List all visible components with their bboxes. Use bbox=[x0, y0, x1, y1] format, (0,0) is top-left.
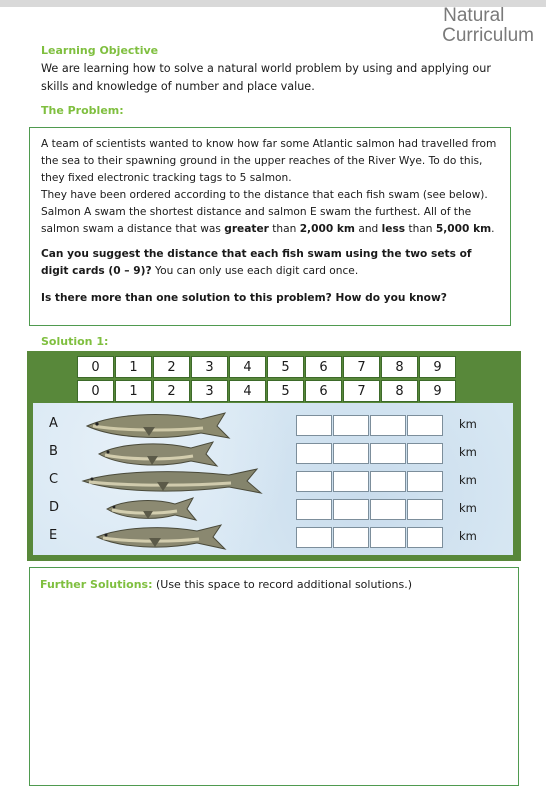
problem-paragraph-1: A team of scientists wanted to know how far some Atlantic salmon had travelled from the sea to their spawning ground in the upper reaches of the River Wye. To do this, they fixed electronic tracking tags to 5 salmon. bbox=[41, 138, 497, 184]
digit-card[interactable]: 4 bbox=[229, 356, 266, 378]
digit-card[interactable]: 4 bbox=[229, 380, 266, 402]
fish-letter: B bbox=[49, 444, 58, 459]
answer-slot[interactable] bbox=[370, 499, 406, 520]
digit-card[interactable]: 2 bbox=[153, 356, 190, 378]
fish-letter: D bbox=[49, 500, 60, 515]
answer-slot[interactable] bbox=[296, 415, 332, 436]
digit-card[interactable]: 1 bbox=[115, 380, 152, 402]
answer-slot[interactable] bbox=[333, 527, 369, 548]
question-1 bbox=[41, 246, 500, 280]
digit-card-row-1 bbox=[77, 356, 457, 378]
digit-card-row-2 bbox=[77, 380, 457, 402]
answer-slot[interactable] bbox=[370, 415, 406, 436]
text-run: You can only use each digit card once. bbox=[151, 265, 359, 277]
fish-letter: E bbox=[49, 528, 58, 543]
answer-slot[interactable] bbox=[370, 471, 406, 492]
answer-slot[interactable] bbox=[407, 527, 443, 548]
answer-slot[interactable] bbox=[296, 471, 332, 492]
answer-slot[interactable] bbox=[333, 499, 369, 520]
answer-boxes-e bbox=[296, 527, 444, 548]
digit-card[interactable]: 1 bbox=[115, 356, 152, 378]
digit-card[interactable]: 8 bbox=[381, 380, 418, 402]
further-solutions-label: Further Solutions: bbox=[40, 578, 153, 591]
min-distance: 2,000 km bbox=[299, 223, 355, 235]
salmon-a-icon bbox=[83, 411, 243, 441]
digit-card[interactable]: 7 bbox=[343, 356, 380, 378]
salmon-b-icon bbox=[95, 439, 225, 469]
answer-boxes-c bbox=[296, 471, 444, 492]
digit-card[interactable]: 8 bbox=[381, 356, 418, 378]
answer-slot[interactable] bbox=[370, 443, 406, 464]
max-distance: 5,000 km bbox=[435, 223, 492, 235]
answer-slot[interactable] bbox=[407, 443, 443, 464]
text-run: than bbox=[405, 223, 436, 235]
answer-slot[interactable] bbox=[370, 527, 406, 548]
text-run: than bbox=[268, 223, 300, 235]
natural-curriculum-logo bbox=[442, 6, 534, 46]
learning-objective-text: We are learning how to solve a natural world problem by using and applying our skills and knowledge of number and place value. bbox=[41, 62, 491, 93]
question-2: Is there more than one solution to this problem? How do you know? bbox=[41, 292, 447, 304]
text-run: Can you suggest the distance that each fish swam using the two sets of digit cards (0 – 9)? bbox=[41, 248, 472, 277]
answer-slot[interactable] bbox=[296, 527, 332, 548]
digit-card[interactable]: 6 bbox=[305, 356, 342, 378]
digit-card[interactable]: 5 bbox=[267, 356, 304, 378]
answer-slot[interactable] bbox=[333, 443, 369, 464]
text-run: and bbox=[354, 223, 382, 235]
digit-card[interactable]: 5 bbox=[267, 380, 304, 402]
digit-card[interactable]: 7 bbox=[343, 380, 380, 402]
digit-card[interactable]: 9 bbox=[419, 380, 456, 402]
logo-line-1: Natural bbox=[443, 5, 505, 26]
digit-card[interactable]: 9 bbox=[419, 356, 456, 378]
fish-row-a bbox=[33, 411, 513, 438]
text-run: They have been ordered according to the distance that each fish swam (see below). Salmon A swam the shortest distance and salmon E swam the furthest. All of the salmon swam a distance that was bbox=[41, 189, 488, 235]
water-background bbox=[33, 403, 513, 555]
further-solutions-box[interactable] bbox=[29, 567, 519, 786]
problem-box bbox=[29, 127, 511, 326]
answer-slot[interactable] bbox=[333, 415, 369, 436]
fish-letter: C bbox=[49, 472, 59, 487]
salmon-d-icon bbox=[103, 495, 203, 523]
answer-slot[interactable] bbox=[407, 499, 443, 520]
km-label: km bbox=[459, 501, 477, 515]
fish-row-c bbox=[33, 467, 513, 494]
text-run: less bbox=[381, 223, 406, 235]
digit-card[interactable]: 0 bbox=[77, 380, 114, 402]
digit-card[interactable]: 3 bbox=[191, 356, 228, 378]
solution-heading: Solution 1: bbox=[41, 335, 109, 348]
answer-boxes-d bbox=[296, 499, 444, 520]
digit-card[interactable]: 0 bbox=[77, 356, 114, 378]
km-label: km bbox=[459, 529, 477, 543]
fish-row-b bbox=[33, 439, 513, 466]
answer-slot[interactable] bbox=[333, 471, 369, 492]
answer-slot[interactable] bbox=[296, 443, 332, 464]
answer-slot[interactable] bbox=[407, 471, 443, 492]
fish-letter: A bbox=[49, 416, 58, 431]
logo-line-2: Curriculum bbox=[442, 25, 534, 46]
km-label: km bbox=[459, 417, 477, 431]
digit-card[interactable]: 3 bbox=[191, 380, 228, 402]
km-label: km bbox=[459, 473, 477, 487]
salmon-e-icon bbox=[93, 523, 233, 551]
further-solutions-instruction: (Use this space to record additional solutions.) bbox=[152, 578, 413, 591]
km-label: km bbox=[459, 445, 477, 459]
answer-boxes-a bbox=[296, 415, 444, 436]
problem-paragraph-2 bbox=[41, 187, 500, 238]
solution-panel bbox=[27, 351, 521, 561]
fish-row-d bbox=[33, 495, 513, 522]
salmon-c-icon bbox=[79, 467, 271, 495]
fish-row-e bbox=[33, 523, 513, 550]
digit-card[interactable]: 2 bbox=[153, 380, 190, 402]
text-run: greater bbox=[224, 223, 269, 235]
learning-objective-heading: Learning Objective bbox=[41, 44, 159, 57]
answer-slot[interactable] bbox=[296, 499, 332, 520]
answer-slot[interactable] bbox=[407, 415, 443, 436]
digit-card[interactable]: 6 bbox=[305, 380, 342, 402]
problem-heading: The Problem: bbox=[41, 104, 124, 117]
text-run: . bbox=[491, 223, 495, 235]
answer-boxes-b bbox=[296, 443, 444, 464]
